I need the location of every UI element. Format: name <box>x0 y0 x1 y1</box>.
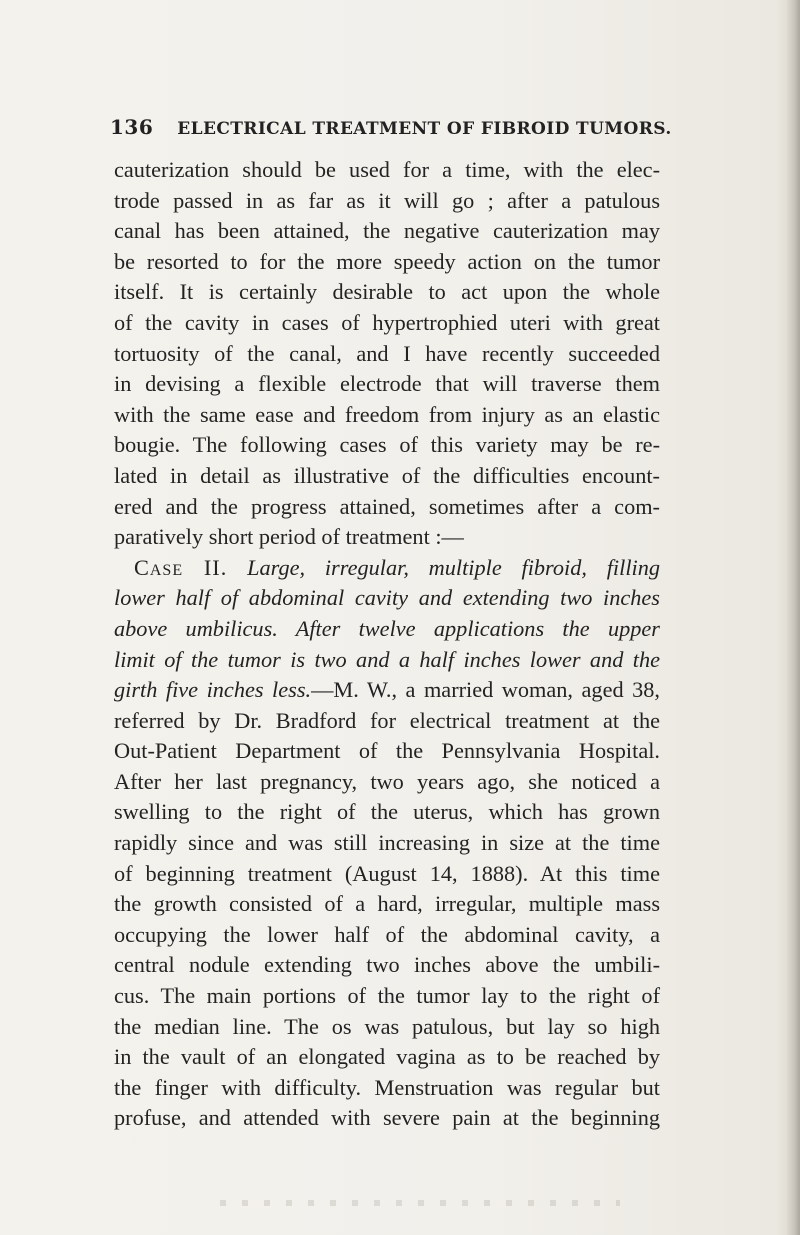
text-line: referred by Dr. Bradford for electrical treatment at the <box>114 707 660 733</box>
text-line: paratively short period of treatment :— <box>114 524 464 550</box>
text-line: trode passed in as far as it will go ; after a patulous <box>114 187 660 213</box>
text-line: Out-Patient Department of the Pennsylvania Hospital. <box>114 738 660 764</box>
text-line: cus. The main portions of the tumor lay to the right of <box>114 983 660 1009</box>
text-line: swelling to the right of the uterus, which has grown <box>114 799 660 825</box>
running-title: ELECTRICAL TREATMENT OF FIBROID TUMORS. <box>177 119 672 139</box>
text-line: ered and the progress attained, sometimes after a com- <box>114 493 660 519</box>
text-line: the finger with difficulty. Menstruation was regular but <box>114 1074 660 1100</box>
case-title: Large, irregular, multiple fibroid, filling <box>247 554 660 580</box>
text-line: rapidly since and was still increasing in size at the time <box>114 830 660 856</box>
text-line: be resorted to for the more speedy action on the tumor <box>114 248 660 274</box>
text-line: lated in detail as illustrative of the difficulties encount- <box>114 462 660 488</box>
text-line: in devising a flexible electrode that will traverse them <box>114 371 660 397</box>
text-line: cauterization should be used for a time, with the elec- <box>114 157 660 182</box>
text-line: itself. It is certainly desirable to act upon the whole <box>114 279 660 305</box>
text-line: bougie. The following cases of this variety may be re- <box>114 432 660 458</box>
text-line: After her last pregnancy, two years ago, she noticed a <box>114 768 660 794</box>
running-head <box>110 115 672 139</box>
case-title-tail: girth five inches less. <box>114 677 312 703</box>
text-line: canal has been attained, the negative cauterization may <box>114 218 660 244</box>
text-line: occupying the lower half of the abdominal cavity, a <box>114 921 660 947</box>
case-heading-line <box>114 553 660 584</box>
text-line: the growth consisted of a hard, irregular, multiple mass <box>114 891 660 917</box>
ink-bleed-specks <box>220 1200 620 1206</box>
case-patient-intro: —M. W., a married woman, aged 38, <box>311 677 660 703</box>
page-number: 136 <box>110 115 154 139</box>
text-line: in the vault of an elongated vagina as to be reached by <box>114 1044 660 1070</box>
text-line: of the cavity in cases of hypertrophied uteri with great <box>114 309 660 335</box>
text-line: tortuosity of the canal, and I have recently succeeded <box>114 340 660 366</box>
case-title-line: above umbilicus. After twelve applications the upper <box>114 615 660 641</box>
body-text <box>114 155 660 1134</box>
case-title-line: lower half of abdominal cavity and extending two inches <box>114 585 660 611</box>
case-title-line: limit of the tumor is two and a half inches lower and the <box>114 646 660 672</box>
text-line: of beginning treatment (August 14, 1888). At this time <box>114 860 660 886</box>
text-line: the median line. The os was patulous, but lay so high <box>114 1013 660 1039</box>
text-line: profuse, and attended with severe pain at the beginning <box>114 1105 660 1131</box>
page-edge-shadow <box>786 0 800 1235</box>
text-line: central nodule extending two inches above the umbili- <box>114 952 660 978</box>
case-summary-line <box>114 675 660 706</box>
case-label: Case II. <box>134 554 228 580</box>
text-line: with the same ease and freedom from injury as an elastic <box>114 401 660 427</box>
